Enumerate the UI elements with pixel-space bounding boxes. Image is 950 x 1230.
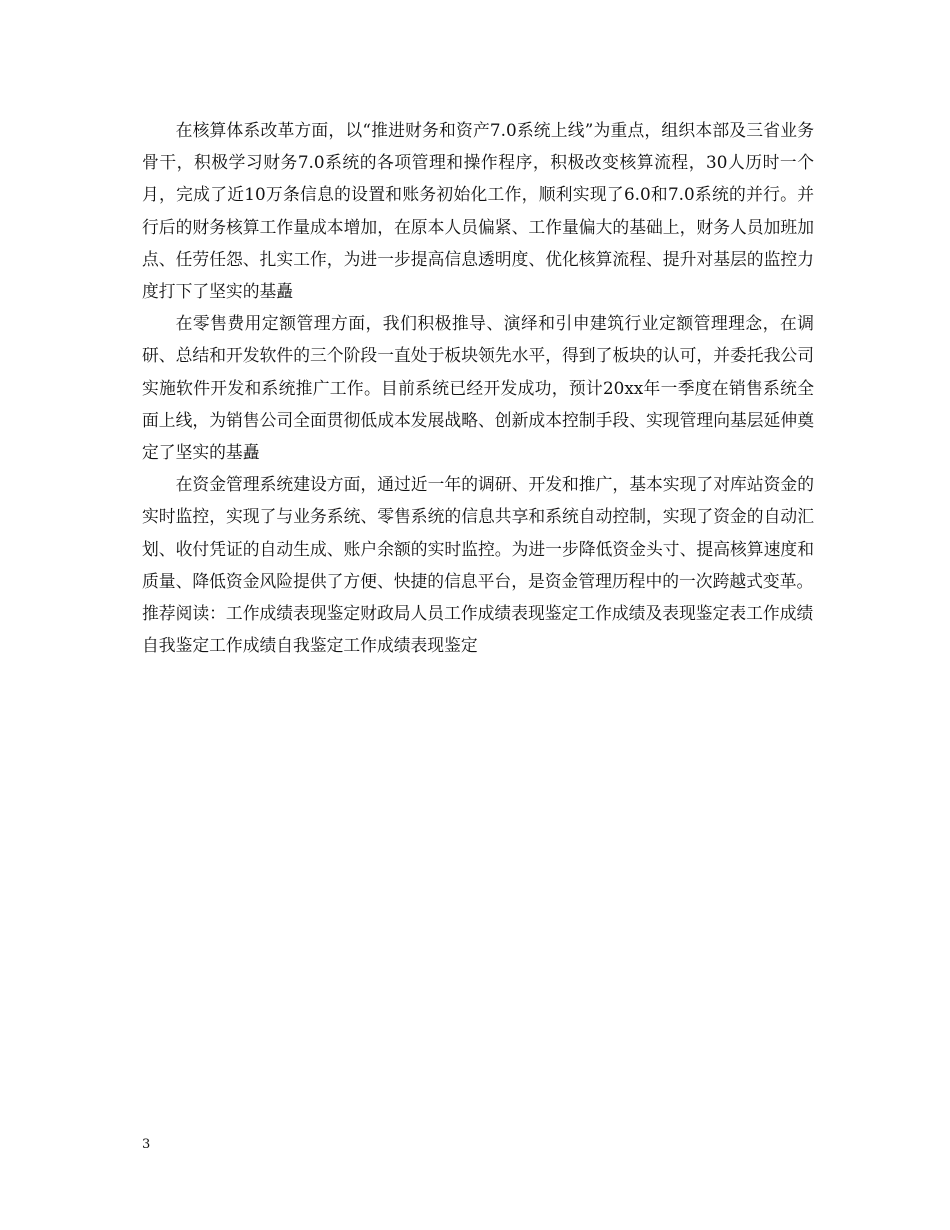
paragraph-fund-management: 在资金管理系统建设方面，通过近一年的调研、开发和推广，基本实现了对库站资金的实时监控，实现了与业务系统、零售系统的信息共享和系统自动控制，实现了资金的自动汇划、收付凭证的自动生成、账户余额的实时监控。为进一步降低资金头寸、提高核算速度和质量、降低资金风险提供了方便、快捷的信息平台，是资金管理历程中的一次跨越式变革。 [142,474,814,591]
paragraph-accounting-reform: 在核算体系改革方面，以“推进财务和资产7.0系统上线”为重点，组织本部及三省业务骨干，积极学习财务7.0系统的各项管理和操作程序，积极改变核算流程，30人历时一个月，完成了近10万条信息的设置和账务初始化工作，顺利实现了6.0和7.0系统的并行。并行后的财务核算工作量成本增加，在原本人员偏紧、工作量偏大的基础上，财务人员加班加点、任劳任怨、扎实工作，为进一步提高信息透明度、优化核算流程、提升对基层的监控力度打下了坚实的基矗 [142,120,814,302]
paragraph-retail-cost-quota: 在零售费用定额管理方面，我们积极推导、演绎和引申建筑行业定额管理理念，在调研、总结和开发软件的三个阶段一直处于板块领先水平，得到了板块的认可，并委托我公司实施软件开发和系统推广工作。目前系统已经开发成功，预计20xx年一季度在销售系统全面上线，为销售公司全面贯彻低成本发展战略、创新成本控制手段、实现管理向基层延伸奠定了坚实的基矗 [142,313,814,463]
page-number: 3 [142,1137,151,1152]
recommended-reading: 推荐阅读：工作成绩表现鉴定财政局人员工作成绩表现鉴定工作成绩及表现鉴定表工作成绩自我鉴定工作成绩自我鉴定工作成绩表现鉴定 [142,603,814,656]
document-body [142,114,814,661]
